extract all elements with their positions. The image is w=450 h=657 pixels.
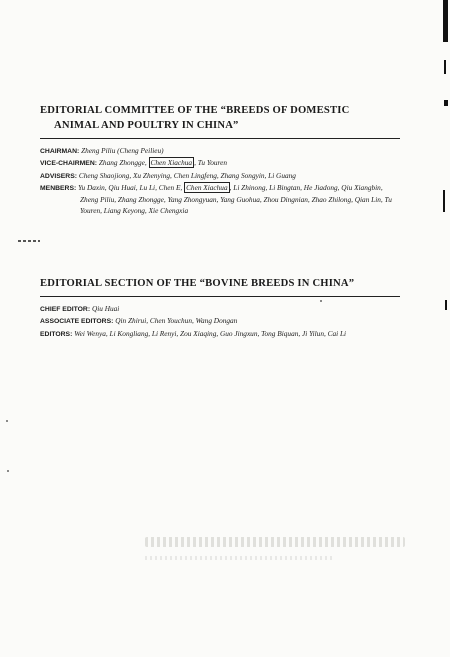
role-label: CHIEF EDITOR:: [40, 306, 91, 313]
bovine-heading: [40, 276, 400, 291]
committee-section: [40, 103, 400, 217]
names: , Tu Youren: [194, 158, 227, 168]
bovine-list: [40, 303, 400, 340]
committee-list: [40, 145, 400, 217]
boxed-name: Chen Xiachua: [150, 158, 193, 168]
bovine-entry: [40, 328, 400, 340]
role-label: ASSOCIATE EDITORS:: [40, 318, 114, 326]
committee-entry: [40, 182, 400, 217]
scan-edge: [436, 0, 450, 657]
names: Wei Wenya, Li Kongliang, Li Renyi, Zou Xiaqing, Guo Jingxun, Tong Biquan, Ji Yilun, Cai Li: [74, 328, 347, 338]
names: Zhang Zhongge,: [98, 158, 147, 168]
names: Qiu Huai: [91, 304, 120, 313]
committee-heading: [40, 103, 400, 133]
committee-entry: [40, 170, 400, 182]
role-label: MENBERS:: [40, 184, 77, 192]
boxed-name: Chen Xiachua: [186, 182, 228, 192]
committee-entry: [40, 145, 400, 157]
role-label: ADVISERS:: [40, 172, 78, 180]
names: Yu Daxin, Qiu Huai, Lu Li, Chen E,: [78, 182, 183, 192]
bovine-heading-line1: EDITORIAL SECTION OF THE “BOVINE BREEDS IN CHINA”: [40, 278, 355, 289]
committee-rule: [40, 138, 400, 139]
role-label: VICE-CHAIRMEN:: [40, 160, 98, 168]
committee-entry: [40, 157, 400, 169]
bleed-through-smudge: [145, 537, 405, 547]
bovine-rule: [40, 296, 400, 297]
margin-mark: [18, 240, 40, 242]
speck: [7, 470, 9, 472]
names: Zheng Piliu (Cheng Peilieu): [81, 146, 164, 155]
committee-heading-line1: EDITORIAL COMMITTEE OF THE “BREEDS OF DOMESTIC: [40, 105, 350, 116]
names: Qin Zhirui, Chen Youchun, Wang Dongan: [115, 316, 238, 326]
speck: [6, 420, 8, 422]
bleed-through-smudge: [145, 556, 335, 560]
bovine-entry: [40, 303, 400, 315]
role-label: CHAIRMAN:: [40, 148, 80, 155]
role-label: EDITORS:: [40, 330, 73, 338]
bovine-entry: [40, 315, 400, 327]
names: , Li Zhinong, Li Bingtan, He Jiadong, Qiu Xiangbin, Zheng Piliu, Zhang Zhongge, Yang Zhongyuan, Yang Guohua, Zhou Dingnian, Zhao Zhilong, Qian Lin, Tu Youren, Liang Keyong, Xie Chengxia: [80, 182, 392, 216]
bovine-section: [40, 276, 400, 340]
committee-heading-line2: ANIMAL AND POULTRY IN CHINA”: [54, 120, 239, 131]
names: Cheng Shaojiong, Xu Zhenying, Chen Lingfeng, Zhang Songyin, Li Guang: [78, 170, 296, 180]
